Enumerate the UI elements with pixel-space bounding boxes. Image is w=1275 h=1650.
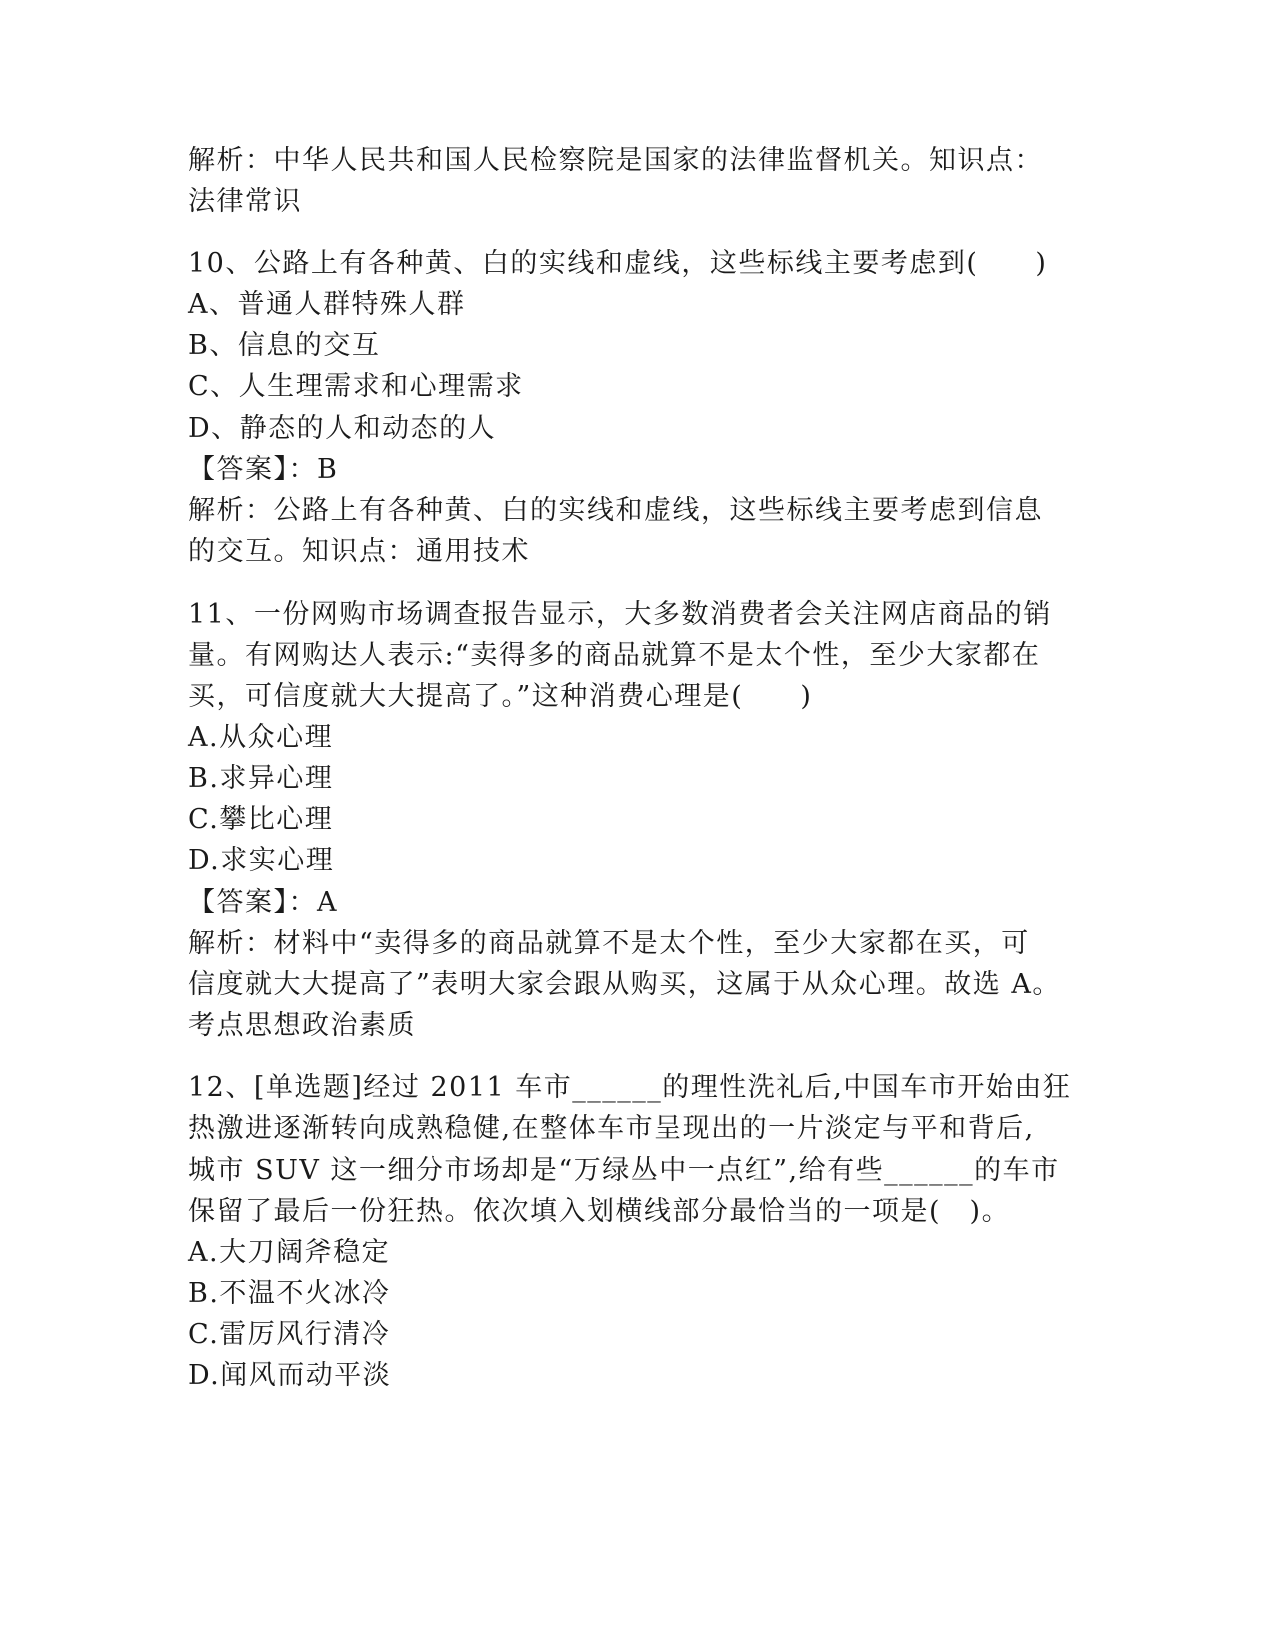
q12-stem-line-3: 城市 SUV 这一细分市场却是“万绿丛中一点红”,给有些______的车市 [188, 1155, 1060, 1186]
q11-option-d: D.求实心理 [188, 845, 335, 876]
q11-option-c: C.攀比心理 [188, 804, 334, 835]
q10-option-b: B、信息的交互 [188, 330, 381, 361]
q10-option-c: C、人生理需求和心理需求 [188, 371, 524, 402]
q10-option-d: D、静态的人和动态的人 [188, 413, 497, 444]
q11-explanation-line-1: 解析：材料中“卖得多的商品就算不是太个性，至少大家都在买，可 [188, 928, 1030, 959]
q10-explanation-line-2: 的交互。知识点：通用技术 [188, 536, 530, 567]
q11-stem-line-2: 量。有网购达人表示:“卖得多的商品就算不是太个性，至少大家都在 [188, 640, 1041, 671]
q12-option-b: B.不温不火冰冷 [188, 1278, 391, 1309]
q10-stem: 10、公路上有各种黄、白的实线和虚线，这些标线主要考虑到( ) [188, 248, 1048, 279]
q11-stem-line-1: 11、一份网购市场调查报告显示，大多数消费者会关注网店商品的销 [188, 599, 1052, 630]
q12-option-c: C.雷厉风行清冷 [188, 1319, 391, 1350]
q11-option-a: A.从众心理 [188, 722, 334, 753]
q10-option-a: A、普通人群特殊人群 [188, 289, 466, 320]
q12-stem-line-2: 热激进逐渐转向成熟稳健,在整体车市呈现出的一片淡定与平和背后, [188, 1113, 1035, 1144]
q12-option-d: D.闻风而动平淡 [188, 1360, 392, 1391]
q11-explanation-line-2: 信度就大大提高了”表明大家会跟从购买，这属于从众心理。故选 A。 [188, 969, 1061, 1000]
q12-stem-line-1: 12、[单选题]经过 2011 车市______的理性洗礼后,中国车市开始由狂 [188, 1072, 1072, 1103]
q11-option-b: B.求异心理 [188, 763, 334, 794]
q11-stem-line-3: 买，可信度就大大提高了。”这种消费心理是( ) [188, 681, 813, 712]
q10-explanation-line-1: 解析：公路上有各种黄、白的实线和虚线，这些标线主要考虑到信息 [188, 495, 1043, 526]
q12-stem-line-4: 保留了最后一份狂热。依次填入划横线部分最恰当的一项是( )。 [188, 1196, 1011, 1227]
q11-explanation-line-3: 考点思想政治素质 [188, 1010, 416, 1041]
prev-explanation-line-1: 解析：中华人民共和国人民检察院是国家的法律监督机关。知识点： [188, 145, 1043, 176]
q11-answer: 【答案】：A [188, 887, 338, 918]
prev-explanation-line-2: 法律常识 [188, 186, 302, 217]
q10-answer: 【答案】：B [188, 454, 339, 485]
q12-option-a: A.大刀阔斧稳定 [188, 1237, 391, 1268]
